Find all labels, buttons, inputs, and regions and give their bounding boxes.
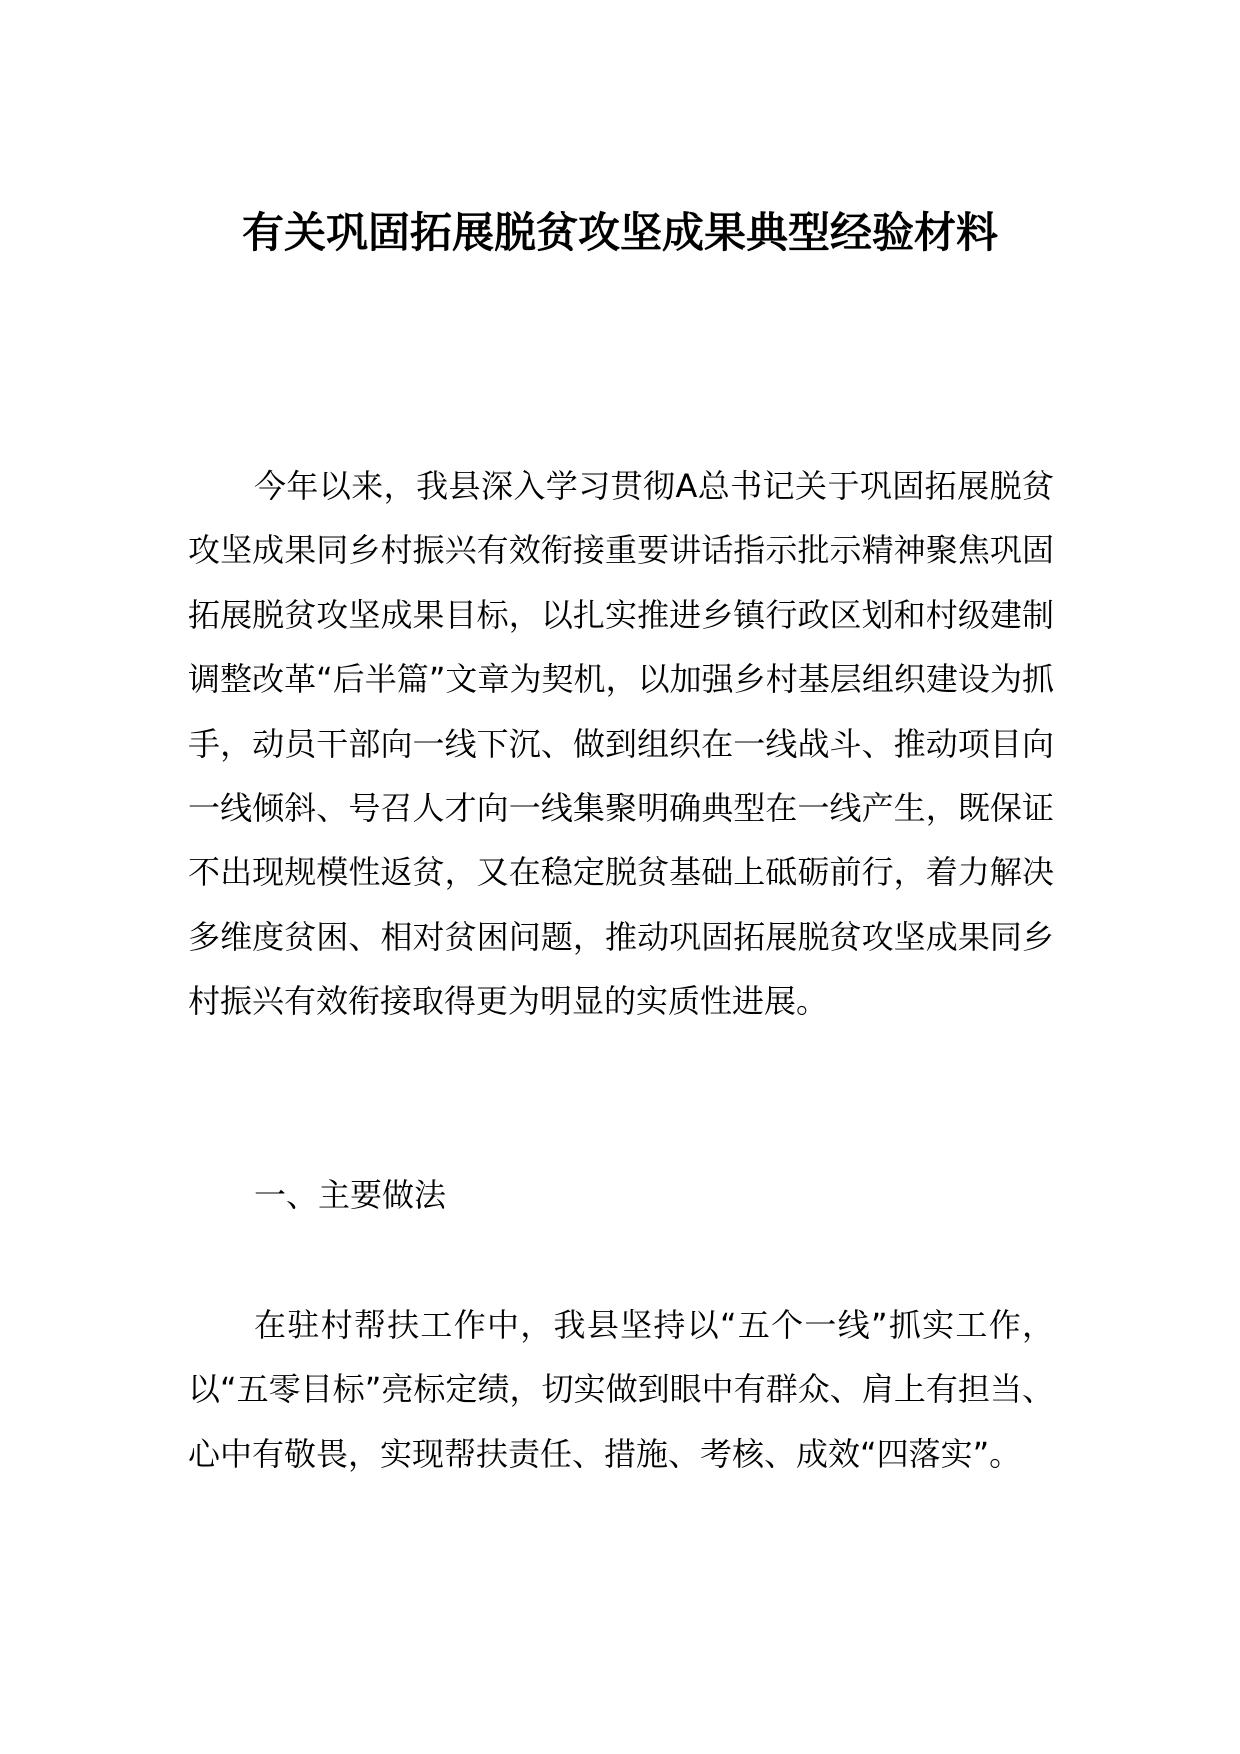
intro-paragraph: 今年以来，我县深入学习贯彻A总书记关于巩固拓展脱贫攻坚成果同乡村振兴有效衔接重要讲话指示批示精神聚焦巩固拓展脱贫攻坚成果目标，以扎实推进乡镇行政区划和村级建制调整改革“后半篇”文章为契机，以加强乡村基层组织建设为抓手，动员干部向一线下沉、做到组织在一线战斗、推动项目向一线倾斜、号召人才向一线集聚明确典型在一线产生，既保证不出现规模性返贫，又在稳定脱贫基础上砥砺前行，着力解决多维度贫困、相对贫困问题，推动巩固拓展脱贫攻坚成果同乡村振兴有效衔接取得更为明显的实质性进展。 [188,467,1054,1021]
document-title: 有关巩固拓展脱贫攻坚成果典型经验材料 [241,208,998,257]
section-heading: 一、主要做法 [254,1176,447,1214]
section-paragraph: 在驻村帮扶工作中，我县坚持以“五个一线”抓实工作，以“五零目标”亮标定绩，切实做到眼中有群众、肩上有担当、心中有敬畏，实现帮扶责任、措施、考核、成效“四落实”。 [188,1306,1054,1473]
